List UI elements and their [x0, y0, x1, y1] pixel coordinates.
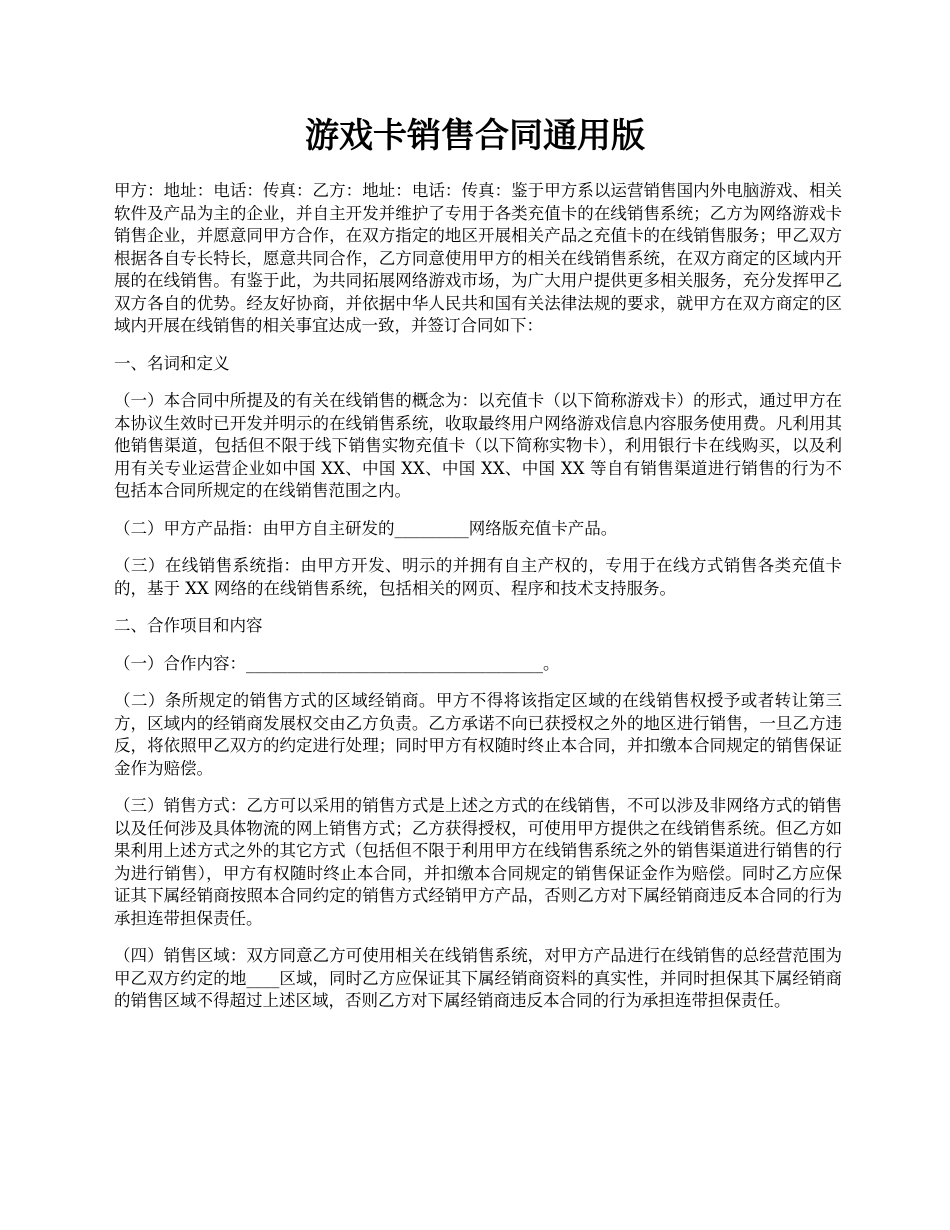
- clause-2-1: （一）合作内容：____________________________________。: [114, 653, 560, 673]
- intro-paragraph: 甲方：地址：电话：传真：乙方：地址：电话：传真：鉴于甲方系以运营销售国内外电脑游戏、相关软件及产品为主的企业，并自主开发并维护了专用于各类充值卡的在线销售系统；乙方为网络游戏卡销售企业，并愿意同甲方合作，在双方指定的地区开展相关产品之充值卡的在线销售服务；甲乙双方根据各自专长特长，愿意共同合作，乙方同意使用甲方的相关在线销售系统，在双方商定的区域内开展的在线销售。有鉴于此，为共同拓展网络游戏市场，为广大用户提供更多相关服务，充分发挥甲乙双方各自的优势。经友好协商，并依据中华人民共和国有关法律法规的要求，就甲方在双方商定的区域内开展在线销售的相关事宜达成一致，并签订合同如下：: [114, 181, 842, 335]
- clause-2-2: （二）条所规定的销售方式的区域经销商。甲方不得将该指定区域的在线销售权授予或者转让第三方，区域内的经销商发展权交由乙方负责。乙方承诺不向已获授权之外的地区进行销售，一旦乙方违反，将依照甲乙双方的约定进行处理；同时甲方有权随时终止本合同，并扣缴本合同规定的销售保证金作为赔偿。: [114, 691, 842, 778]
- section-heading-definitions: 一、名词和定义: [114, 353, 230, 373]
- document-title: 游戏卡销售合同通用版: [305, 116, 645, 156]
- document-body: [114, 180, 842, 1028]
- section-heading-cooperation: 二、合作项目和内容: [114, 616, 263, 635]
- clause-1-2: （二）甲方产品指：由甲方自主研发的_________网络版充值卡产品。: [114, 518, 618, 538]
- clause-1-1: （一）本合同中所提及的有关在线销售的概念为：以充值卡（以下简称游戏卡）的形式，通过甲方在本协议生效时已开发并明示的在线销售系统，收取最终用户网络游戏信息内容服务使用费。凡利用其他销售渠道，包括但不限于线下销售实物充值卡（以下简称实物卡），利用银行卡在线购买，以及利用有关专业运营企业如中国 XX、中国 XX、中国 XX、中国 XX 等自有销售渠道进行销售的行为不包括本合同所规定的在线销售范围之内。: [114, 391, 842, 500]
- clause-2-4: （四）销售区域：双方同意乙方可使用相关在线销售系统，对甲方产品进行在线销售的总经营范围为甲乙双方约定的地____区域，同时乙方应保证其下属经销商资料的真实性，并同时担保其下属经销商的销售区域不得超过上述区域，否则乙方对下属经销商违反本合同的行为承担连带担保责任。: [114, 946, 842, 1010]
- clause-1-3: （三）在线销售系统指：由甲方开发、明示的并拥有自主产权的，专用于在线方式销售各类充值卡的，基于 XX 网络的在线销售系统，包括相关的网页、程序和技术支持服务。: [114, 556, 842, 598]
- clause-2-3: （三）销售方式：乙方可以采用的销售方式是上述之方式的在线销售，不可以涉及非网络方式的销售以及任何涉及具体物流的网上销售方式；乙方获得授权，可使用甲方提供之在线销售系统。但乙方如果利用上述方式之外的其它方式（包括但不限于利用甲方在线销售系统之外的销售渠道进行销售的行为进行销售），甲方有权随时终止本合同，并扣缴本合同规定的销售保证金作为赔偿。同时乙方应保证其下属经销商按照本合同约定的销售方式经销甲方产品，否则乙方对下属经销商违反本合同的行为承担连带担保责任。: [114, 796, 842, 928]
